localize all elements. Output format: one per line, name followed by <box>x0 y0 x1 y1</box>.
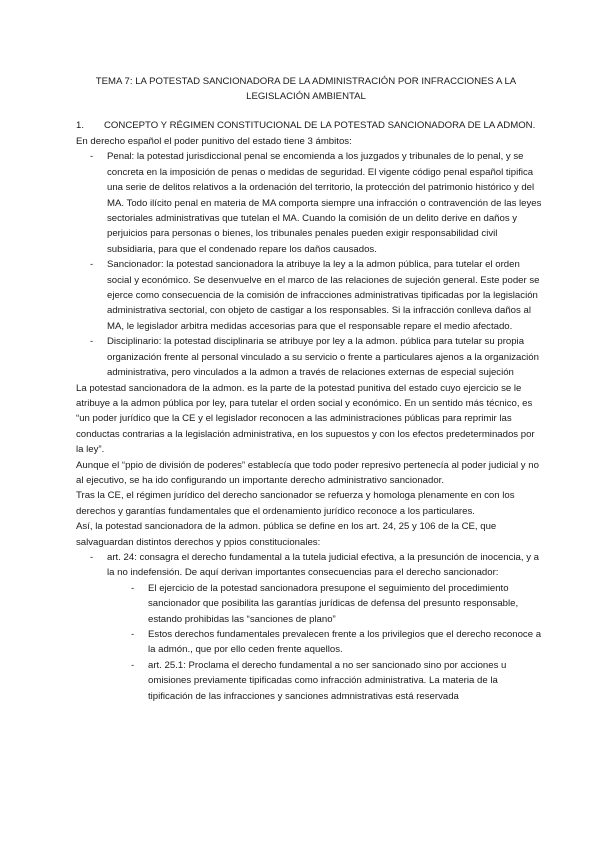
list-item <box>76 257 544 334</box>
section-number: 1. <box>76 120 85 131</box>
sub-list-item-text: art. 25.1: Proclama el derecho fundamental a no ser sancionado sino por acciones u omisiones previamente tipificadas como infracción administrativa. La materia de la tipificación de las infracciones y sanciones admnistrativas está reservada <box>148 659 507 702</box>
list-item-text: Sancionador: la potestad sancionadora la atribuye la ley a la admon pública, para tutelar el orden social y económico. Se desenvuelve en el marco de las relaciones de sujeción general. Este poder se ejerce como consecuencia de la comisión de infracciones administrativas tipificadas por la legislación administrativa sectorial, con objeto de castigar a los responsables. Si la infracción conlleva daños al MA, le legislador arbitra medidas accesorias para que el responsable repare el medio afectado. <box>107 259 540 332</box>
sub-list-item <box>93 581 544 627</box>
list-dash: - <box>90 151 94 163</box>
list-item-text: art. 24: consagra el derecho fundamental a la tutela judicial efectiva, a la presunción de inocencia, y a la no indefensión. De aquí derivan importantes consecuencias para el derecho sancionador: <box>107 551 539 579</box>
list-dash: - <box>90 259 94 271</box>
ambitos-list <box>76 149 544 380</box>
list-item <box>76 149 544 257</box>
list-dash: - <box>131 582 135 594</box>
list-dash: - <box>90 336 94 348</box>
title-line-1: TEMA 7: LA POTESTAD SANCIONADORA DE LA ADMINISTRACIÓN POR INFRACCIONES A LA <box>95 76 517 87</box>
document-body <box>76 134 544 704</box>
paragraph: Así, la potestad sancionadora de la admon. pública se define en los art. 24, 25 y 106 de la CE, que salvaguardan distintos derechos y ppios constitucionales: <box>76 521 497 548</box>
sub-list-item-text: El ejercicio de la potestad sancionadora presupone el seguimiento del procedimiento sancionador que posibilita las garantías jurídicas de defensa del presunto responsable, estando prohibidas las “sanciones de plano” <box>148 582 519 625</box>
sub-list-item-text: Estos derechos fundamentales prevalecen frente a los privilegios que el derecho reconoce a la admón., que por ello ceden frente aquellos. <box>148 629 542 656</box>
list-dash: - <box>131 629 135 640</box>
sub-list <box>93 581 544 704</box>
paragraph: Aunque el “ppio de división de poderes” establecía que todo poder represivo pertenecía al poder judicial y no al ejecutivo, se ha ido configurando un importante derecho administrativo sancionador. <box>76 459 539 486</box>
articles-list <box>76 550 544 704</box>
paragraph: La potestad sancionadora de la admon. es la parte de la potestad punitiva del estado cuyo ejercicio se le atribuye a la admon pública por ley, para tutelar el orden social y económico. En un sentido más técnico, es “un poder jurídico que la CE y el legislador reconocen a las administraciones públicas para reprimir las conductas contrarias a la legislación administrativa, en los supuestos y con los efectos predeterminados por la ley”. <box>76 382 535 456</box>
document-title <box>80 74 532 104</box>
intro-paragraph: En derecho español el poder punitivo del estado tiene 3 ámbitos: <box>76 136 352 147</box>
section-title: CONCEPTO Y RÉGIMEN CONSTITUCIONAL DE LA POTESTAD SANCIONADORA DE LA ADMON. <box>104 120 536 131</box>
list-item <box>76 550 544 581</box>
sub-list-item <box>93 627 544 658</box>
list-item <box>76 334 544 380</box>
list-item-text: Penal: la potestad jurisdiccional penal se encomienda a los juzgados y tribunales de lo penal, y se concreta en la imposición de penas o medidas de seguridad. El vigente código penal español tipifica una serie de delitos relativos a la ordenación del territorio, la protección del patrimonio histórico y del MA. Todo ilícito penal en materia de MA comporta siempre una infracción o contravención de las leyes sectoriales administrativas que tutelan el MA. Cuando la comisión de un delito derive en daños y perjuicios para personas o bienes, los tribunales penales pueden exigir responsabilidad civil subsidiaria, para que el condenado repare los daños causados. <box>107 151 542 255</box>
list-dash: - <box>90 551 94 563</box>
sub-list-item <box>93 658 544 704</box>
section-heading <box>76 118 535 133</box>
paragraph: Tras la CE, el régimen jurídico del derecho sancionador se refuerza y homologa plenamente en con los derechos y garantías fundamentales que el ordenamiento jurídico reconoce a los particulares. <box>76 490 515 517</box>
list-dash: - <box>131 659 135 671</box>
title-line-2: LEGISLACIÓN AMBIENTAL <box>246 91 366 102</box>
list-item-text: Disciplinario: la potestad disciplinaria se atribuye por ley a la admon. pública para tutelar su propia organización frente al personal vinculado a su servicio o frente a particulares ajenos a la organización administrativa, pero vinculados a la admon a través de relaciones externas de especial sujeción <box>107 336 539 379</box>
